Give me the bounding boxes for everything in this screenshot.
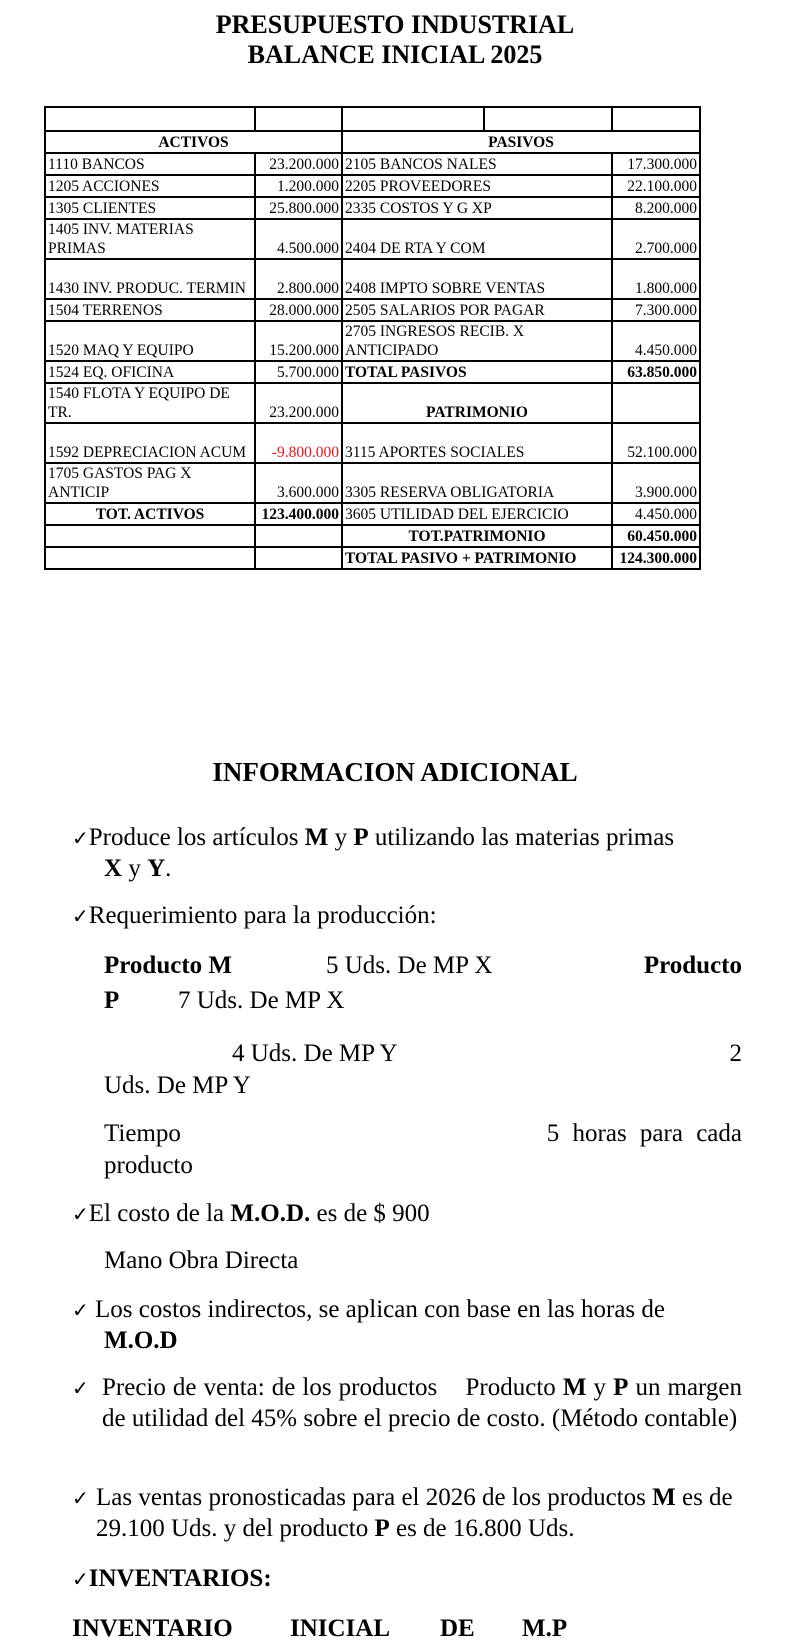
document-title-line1: PRESUPUESTO INDUSTRIAL	[215, 10, 575, 39]
activo-value: 3.600.000	[255, 463, 342, 503]
req-p-y-qty: 2	[729, 1040, 742, 1067]
pasivo-label: 2408 IMPTO SOBRE VENTAS	[342, 259, 612, 299]
checkmark-icon: ✓	[72, 1298, 89, 1322]
checkmark-icon: ✓	[72, 1376, 89, 1400]
activo-label: 1405 INV. MATERIAS PRIMAS	[45, 219, 255, 259]
activo-value: 1.200.000	[255, 175, 342, 197]
req-m-x: 5 Uds. De MP X	[326, 952, 493, 979]
activo-label: 1205 ACCIONES	[45, 175, 255, 197]
pasivo-label: 2105 BANCOS NALES	[342, 153, 612, 175]
activo-label: 1430 INV. PRODUC. TERMIN	[45, 259, 255, 299]
patrimonio-label: 3305 RESERVA OBLIGATORIA	[342, 463, 612, 503]
patrimonio-header: PATRIMONIO	[342, 383, 612, 423]
activo-label: 1540 FLOTA Y EQUIPO DE TR.	[45, 383, 255, 423]
table-row	[45, 547, 700, 569]
total-pasivo-patrimonio-label: TOTAL PASIVO + PATRIMONIO	[342, 547, 612, 569]
req-producto-p: Producto	[643, 952, 742, 979]
pasivo-label: 2404 DE RTA Y COM	[342, 219, 612, 259]
info-section-title: INFORMACION ADICIONAL	[212, 757, 578, 787]
table-row	[45, 153, 700, 175]
document-title-line2: BALANCE INICIAL 2025	[247, 40, 543, 69]
checkmark-icon: ✓	[72, 1486, 89, 1510]
req-m-y: 4 Uds. De MP Y	[232, 1040, 398, 1067]
pasivos-header: PASIVOS	[342, 131, 700, 153]
req-p-x: 7 Uds. De MP X	[178, 987, 345, 1014]
req-tiempo-label: Tiempo	[104, 1120, 181, 1147]
activo-label: 1705 GASTOS PAG X ANTICIP	[45, 463, 255, 503]
info-item-productos: ✓Produce los artículos M y P utilizando las materias primas	[72, 824, 675, 851]
pasivo-label: 2335 COSTOS Y G XP	[342, 197, 612, 219]
pasivo-value: 17.300.000	[612, 153, 700, 175]
activo-label: 1504 TERRENOS	[45, 299, 255, 321]
pasivo-value: 22.100.000	[612, 175, 700, 197]
activo-label: 1524 EQ. OFICINA	[45, 361, 255, 383]
table-row	[45, 361, 700, 383]
activo-value: 5.700.000	[255, 361, 342, 383]
patrimonio-value: 4.450.000	[612, 503, 700, 525]
table-row	[45, 503, 700, 525]
patrimonio-label: 3115 APORTES SOCIALES	[342, 423, 612, 463]
info-item-costos-indirectos-mod: M.O.D	[104, 1327, 178, 1354]
activo-label: 1520 MAQ Y EQUIPO	[45, 321, 255, 361]
total-patrimonio-label: TOT.PATRIMONIO	[342, 525, 612, 547]
total-activos-label: TOT. ACTIVOS	[45, 503, 255, 525]
balance-table	[44, 106, 701, 570]
inventario-inicial-word2: INICIAL	[290, 1615, 391, 1642]
activo-label: 1592 DEPRECIACION ACUM	[45, 423, 255, 463]
info-item-costo-mod: ✓El costo de la M.O.D. es de $ 900	[72, 1200, 430, 1227]
checkmark-icon: ✓	[72, 1202, 89, 1226]
inventario-inicial-word4: M.P	[522, 1615, 568, 1642]
table-row	[45, 259, 700, 299]
info-item-inventarios: ✓INVENTARIOS:	[72, 1565, 272, 1592]
table-row	[45, 383, 700, 423]
activo-label: 1305 CLIENTES	[45, 197, 255, 219]
inventario-inicial-word1: INVENTARIO	[72, 1615, 233, 1642]
info-item-ventas-check	[72, 1482, 89, 1514]
activo-value: 23.200.000	[255, 153, 342, 175]
req-p-y: Uds. De MP Y	[104, 1072, 251, 1099]
table-row	[45, 525, 700, 547]
info-item-requerimiento: ✓Requerimiento para la producción:	[72, 902, 437, 929]
total-pasivos-value: 63.850.000	[612, 361, 700, 383]
activo-value: 25.800.000	[255, 197, 342, 219]
checkmark-icon: ✓	[72, 1567, 89, 1591]
req-tiempo-value: 5 horas para cada	[546, 1120, 742, 1147]
req-producto-m: Producto M	[104, 952, 232, 979]
activo-value: 15.200.000	[255, 321, 342, 361]
info-item-costos-indirectos: ✓ Los costos indirectos, se aplican con base en las horas de	[72, 1296, 665, 1323]
checkmark-icon: ✓	[72, 826, 89, 850]
pasivo-label: 2505 SALARIOS POR PAGAR	[342, 299, 612, 321]
pasivo-value: 8.200.000	[612, 197, 700, 219]
table-row	[45, 219, 700, 259]
total-activos-value: 123.400.000	[255, 503, 342, 525]
total-pasivos-label: TOTAL PASIVOS	[342, 361, 612, 383]
total-pasivo-patrimonio-value: 124.300.000	[612, 547, 700, 569]
activo-value-negative: -9.800.000	[255, 423, 342, 463]
info-item-ventas: Las ventas pronosticadas para el 2026 de los productos M es de 29.100 Uds. y del producto P es de 16.800 Uds.	[96, 1484, 733, 1542]
req-tiempo-producto: producto	[104, 1152, 193, 1179]
total-patrimonio-value: 60.450.000	[612, 525, 700, 547]
activos-header: ACTIVOS	[45, 131, 342, 153]
info-item-precio-venta-check	[72, 1372, 89, 1404]
table-row	[45, 175, 700, 197]
activo-value: 28.000.000	[255, 299, 342, 321]
table-row	[45, 423, 700, 463]
info-item-precio-venta: Precio de venta: de los productos Producto M y P un margen de utilidad del 45% sobre el precio de costo. (Método contable)	[102, 1374, 749, 1432]
table-row	[45, 299, 700, 321]
table-row	[45, 197, 700, 219]
activo-label: 1110 BANCOS	[45, 153, 255, 175]
activo-value: 4.500.000	[255, 219, 342, 259]
patrimonio-label: 3605 UTILIDAD DEL EJERCICIO	[342, 503, 612, 525]
pasivo-value: 1.800.000	[612, 259, 700, 299]
patrimonio-value: 52.100.000	[612, 423, 700, 463]
req-producto-p-letter: P	[104, 987, 120, 1014]
pasivo-value: 4.450.000	[612, 321, 700, 361]
table-row	[45, 463, 700, 503]
table-row	[45, 321, 700, 361]
pasivo-label: 2705 INGRESOS RECIB. X ANTICIPADO	[342, 321, 612, 361]
info-item-productos-cont: X y Y.	[104, 855, 172, 882]
checkmark-icon: ✓	[72, 904, 89, 928]
pasivo-value: 7.300.000	[612, 299, 700, 321]
table-row-blank-header	[45, 107, 700, 131]
patrimonio-value: 3.900.000	[612, 463, 700, 503]
pasivo-label: 2205 PROVEEDORES	[342, 175, 612, 197]
pasivo-value: 2.700.000	[612, 219, 700, 259]
activo-value: 23.200.000	[255, 383, 342, 423]
inventario-inicial-word3: DE	[440, 1615, 475, 1642]
activo-value: 2.800.000	[255, 259, 342, 299]
mano-obra-directa: Mano Obra Directa	[104, 1247, 299, 1274]
table-section-headers	[45, 131, 700, 153]
